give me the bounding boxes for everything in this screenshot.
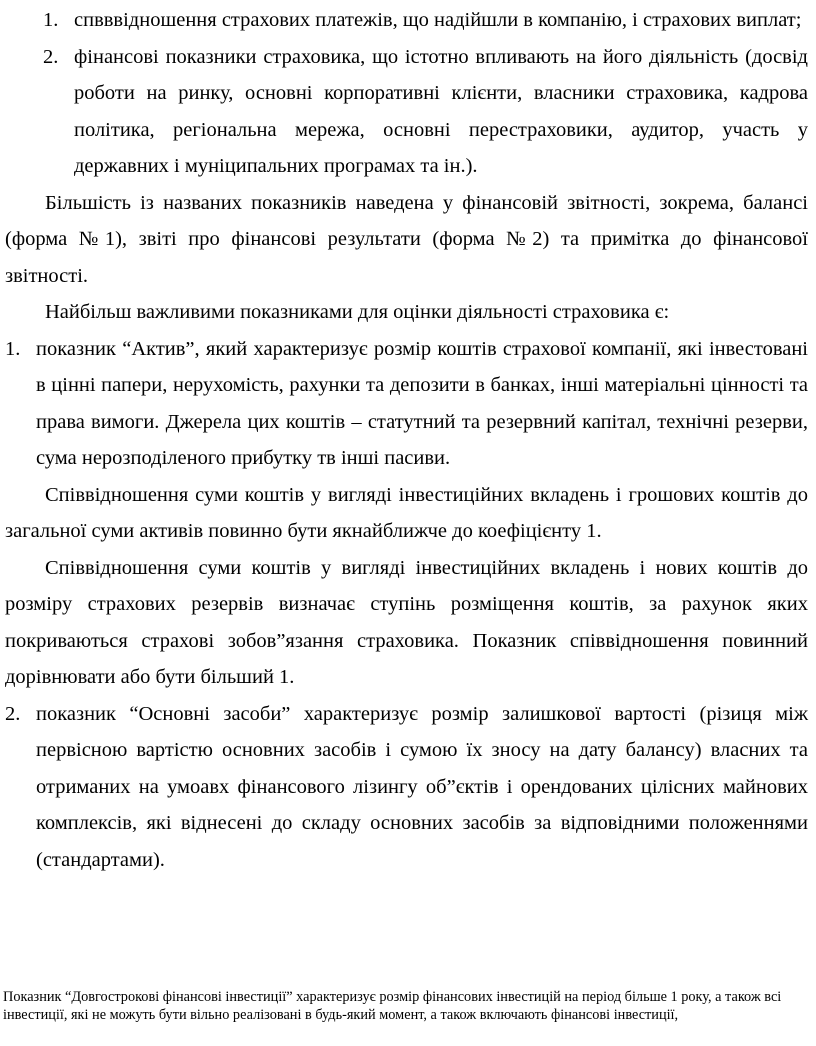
- list-item: [5, 2, 808, 39]
- list-item: [5, 331, 808, 477]
- list-number: 1.: [43, 9, 59, 31]
- footnote-text: Показник “Довгострокові фінансові інвестиції” характеризує розмір фінансових інвестицій на період більше 1 року, а також всі інвестиції, які не можуть бути вільно реалізовані в будь-який момент, а також включають фінансові інвестиції,: [3, 989, 782, 1023]
- list-item: [5, 39, 808, 185]
- paragraph-ratio-assets: Співвідношення суми коштів у вигляді інвестиційних вкладень і грошових коштів до загальної суми активів повинно бути якнайближче до коефіцієнту 1.: [5, 483, 808, 542]
- list-number: 2.: [5, 702, 21, 725]
- list-item-text: показник “Основні засоби” характеризує розмір залишкової вартості (різиця між первісною вартістю основних засобів і сумою їх зносу на дату балансу) власних та отриманих на умоавх фінансового лізингу об”єктів і орендованих цілісних майнових комплексів, які віднесені до складу основних засобів за відповідними положеннями (стандартами).: [36, 702, 808, 871]
- list-item-text: фінансові показники страховика, що істотно впливають на його діяльність (досвід роботи на ринку, основні корпоративні клієнти, власники страховика, кадрова політика, регіональна мережа, основні перестраховики, аудитор, участь у державних і муніципальних програмах та ін.).: [74, 45, 808, 177]
- paragraph-important-indicators: Найбільш важливими показниками для оцінки діяльності страховика є:: [45, 301, 670, 323]
- list-item: [5, 696, 808, 879]
- list-number: 2.: [43, 45, 59, 68]
- paragraph-reports: Більшість із названих показників наведена у фінансовій звітності, зокрема, балансі (форма №1), звіті про фінансові результати (форма №2) та примітка до фінансової звітності.: [5, 191, 808, 287]
- paragraph-ratio-reserves: Співвідношення суми коштів у вигляді інвестиційних вкладень і нових коштів до розміру страхових резервів визначає ступінь розміщення коштів, за рахунок яких покриваються страхові зобов”язання страховика. Показник співвідношення повинний дорівнювати або бути більший 1.: [5, 556, 808, 688]
- list-item-text: спвввідношення страхових платежів, що надійшли в компанію, і страхових виплат;: [74, 9, 802, 31]
- list-item-text: показник “Актив”, який характеризує розмір коштів страхової компанії, які інвестовані в цінні папери, нерухомість, рахунки та депозити в банках, інші матеріальні цінності та права вимоги. Джерела цих коштів – статутний та резервний капітал, технічні резерви, сума нерозподіленого прибутку тв інші пасиви.: [36, 337, 808, 469]
- list-number: 1.: [5, 337, 21, 360]
